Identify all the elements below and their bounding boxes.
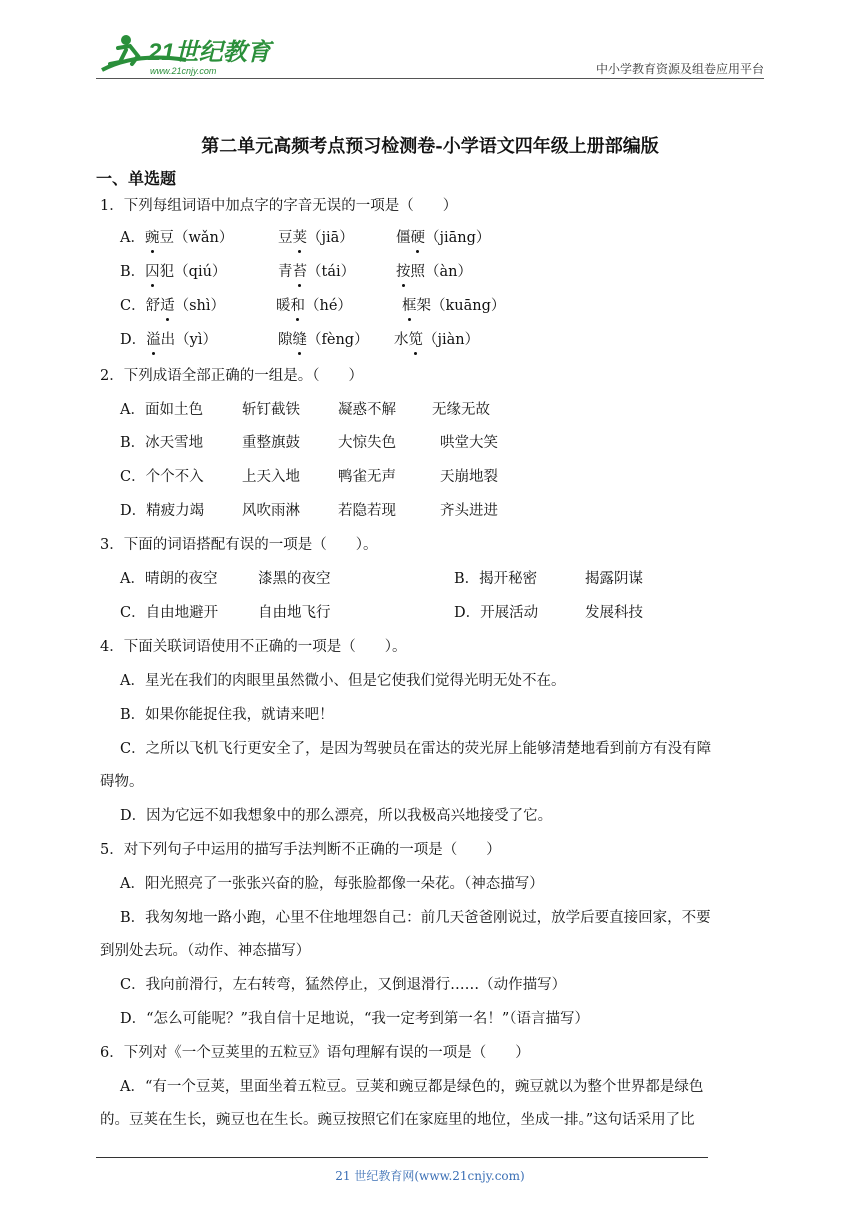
q2-option-b: B．冰天雪地 重整旗鼓 大惊失色 哄堂大笑: [120, 435, 498, 451]
question-1-stem: 1．下列每组词语中加点字的字音无误的一项是（ ）: [100, 198, 458, 214]
page-title: 第二单元高频考点预习检测卷-小学语文四年级上册部编版: [201, 136, 659, 157]
q4-option-b: B．如果你能捉住我，就请来吧！: [120, 707, 334, 723]
q3-option-d: D．开展活动 发展科技: [454, 605, 643, 621]
q6-option-a-line1: A．“有一个豆荚，里面坐着五粒豆。豆荚和豌豆都是绿色的，豌豆就以为整个世界都是绿色: [120, 1079, 704, 1095]
q1-option-a: A．豌豆（wǎn） 豆荚（jiā） 僵硬（jiāng）: [120, 230, 491, 246]
q3-option-a: A．晴朗的夜空 漆黑的夜空: [120, 571, 331, 587]
question-3-stem: 3．下面的词语搭配有误的一项是（ ）。: [100, 537, 378, 553]
21cnjy-logo: [96, 30, 296, 78]
q3-option-b: B．揭开秘密 揭露阴谋: [454, 571, 643, 587]
q4-option-a: A．星光在我们的肉眼里虽然微小、但是它使我们觉得光明无处不在。: [120, 673, 566, 689]
svg-text:www.21cnjy.com: www.21cnjy.com: [150, 66, 217, 76]
q1-option-b: B．囚犯（qiú） 青苔（tái） 按照（àn）: [120, 264, 472, 280]
question-4-stem: 4．下面关联词语使用不正确的一项是（ ）。: [100, 639, 407, 655]
q6-option-a-line2: 的。豆荚在生长，豌豆也在生长。豌豆按照它们在家庭里的地位，坐成一排。”这句话采用了比: [100, 1112, 695, 1128]
q5-option-b-line1: B．我匆匆地一路小跑，心里不住地埋怨自己：前几天爸爸刚说过，放学后要直接回家，不要: [120, 910, 711, 926]
q2-option-a: A．面如土色 斩钉截铁 凝惑不解 无缘无故: [120, 402, 490, 418]
footer-divider: [96, 1157, 708, 1158]
platform-name: 中小学教育资源及组卷应用平台: [595, 62, 764, 76]
svg-text:21世纪教育: 21世纪教育: [148, 39, 271, 66]
q4-option-c-line2: 碍物。: [100, 774, 144, 790]
q2-option-d: D．精疲力竭 风吹雨淋 若隐若现 齐头进进: [120, 503, 498, 519]
q1-option-d: D．溢出（yì） 隙缝（fèng） 水笕（jiàn）: [120, 332, 480, 348]
q5-option-d: D．“怎么可能呢？”我自信十足地说，“我一定考到第一名！”（语言描写）: [120, 1011, 590, 1027]
header-divider: [96, 78, 764, 79]
question-2-stem: 2．下列成语全部正确的一组是。（ ）: [100, 368, 363, 384]
footer-text: 21 世纪教育网(www.21cnjy.com): [335, 1169, 525, 1183]
page-header: [96, 30, 764, 78]
q5-option-a: A．阳光照亮了一张张兴奋的脸，每张脸都像一朵花。（神态描写）: [120, 876, 544, 892]
q3-option-c: C．自由地避开 自由地飞行: [120, 605, 331, 621]
q2-option-c: C．个个不入 上天入地 鸭雀无声 天崩地裂: [120, 469, 498, 485]
q4-option-d: D．因为它远不如我想象中的那么漂亮，所以我极高兴地接受了它。: [120, 808, 553, 824]
q1-option-c: C．舒适（shì） 暖和（hé） 框架（kuāng）: [120, 298, 506, 314]
q5-option-c: C．我向前滑行，左右转弯，猛然停止，又倒退滑行……（动作描写）: [120, 977, 567, 993]
question-6-stem: 6．下列对《一个豆荚里的五粒豆》语句理解有误的一项是（ ）: [100, 1045, 530, 1061]
q5-option-b-line2: 到别处去玩。（动作、神态描写）: [100, 943, 311, 959]
q4-option-c-line1: C．之所以飞机飞行更安全了，是因为驾驶员在雷达的荧光屏上能够清楚地看到前方有没有障: [120, 741, 712, 757]
question-5-stem: 5．对下列句子中运用的描写手法判断不正确的一项是（ ）: [100, 842, 501, 858]
section-heading: 一、单选题: [96, 169, 177, 188]
